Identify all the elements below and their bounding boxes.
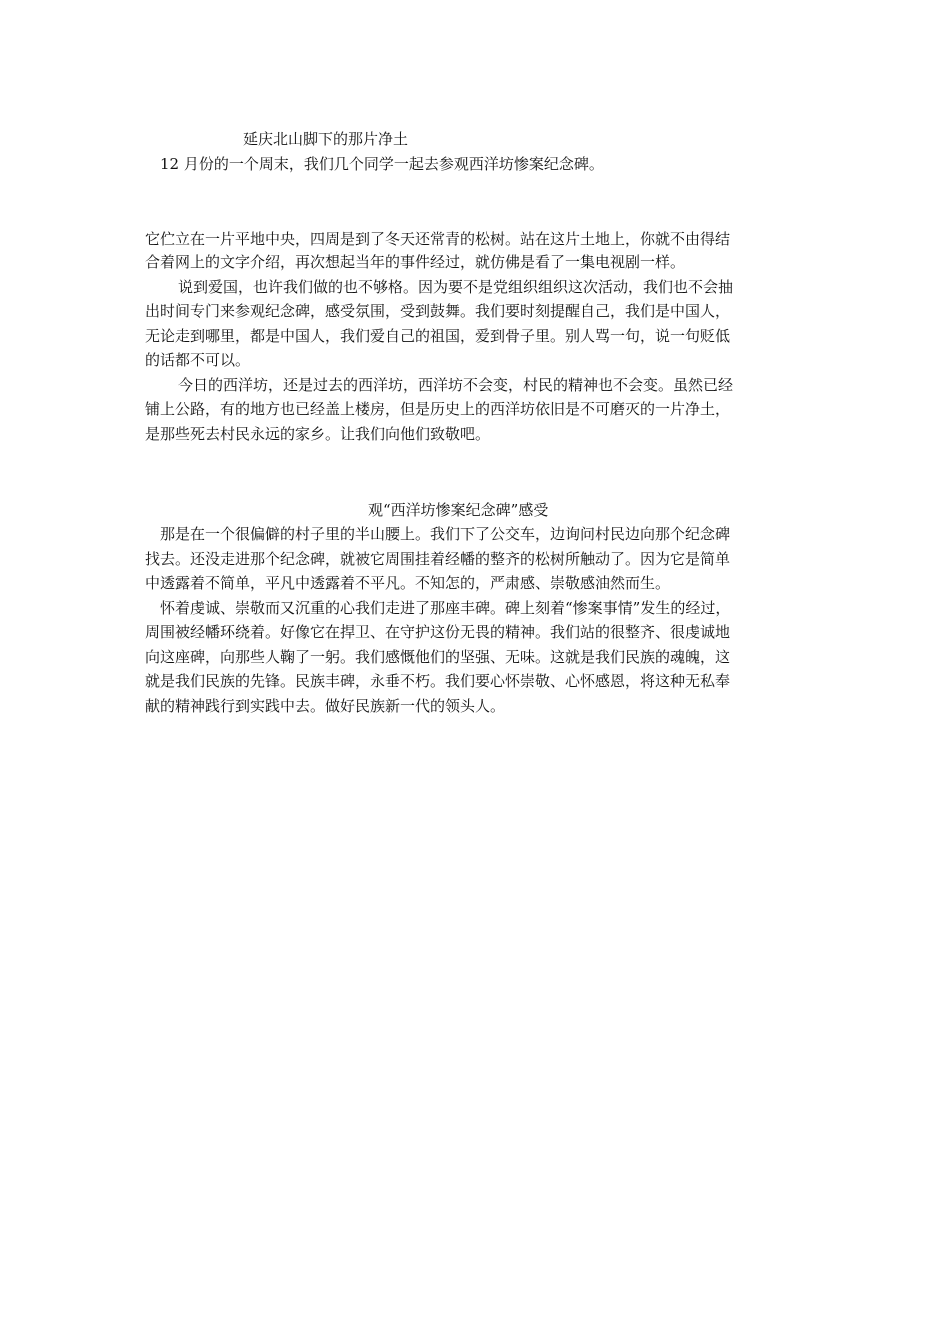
article-2-line: 找去。还没走进那个纪念碑，就被它周围挂着经幡的整齐的松树所触动了。因为它是简单: [145, 550, 731, 568]
article-1-intro: 12 月份的一个周末，我们几个同学一起去参观西洋坊惨案纪念碑。: [160, 155, 604, 173]
article-1-line: 出时间专门来参观纪念碑，感受氛围，受到鼓舞。我们要时刻提醒自己，我们是中国人，: [145, 302, 731, 320]
article-2-line: 就是我们民族的先锋。民族丰碑，永垂不朽。我们要心怀崇敬、心怀感恩，将这种无私奉: [145, 672, 731, 690]
article-1-line: 合着网上的文字介绍，再次想起当年的事件经过，就仿佛是看了一集电视剧一样。: [145, 253, 686, 271]
article-2-line: 中透露着不简单，平凡中透露着不平凡。不知怎的，严肃感、崇敬感油然而生。: [145, 574, 671, 592]
article-1-line: 无论走到哪里，都是中国人，我们爱自己的祖国，爱到骨子里。别人骂一句，说一句贬低: [145, 327, 731, 345]
article-1-line: 它伫立在一片平地中央，四周是到了冬天还常青的松树。站在这片土地上，你就不由得结: [145, 230, 731, 248]
article-2-line: 献的精神践行到实践中去。做好民族新一代的领头人。: [145, 697, 506, 715]
article-2-title: 观“西洋坊惨案纪念碑”感受: [368, 501, 549, 519]
article-1-line: 是那些死去村民永远的家乡。让我们向他们致敬吧。: [145, 425, 491, 443]
article-1-line: 说到爱国，也许我们做的也不够格。因为要不是党组织组织这次活动，我们也不会抽: [178, 278, 734, 296]
article-2-line: 周围被经幡环绕着。好像它在捍卫、在守护这份无畏的精神。我们站的很整齐、很虔诚地: [145, 623, 731, 641]
article-1-line: 的话都不可以。: [145, 351, 251, 369]
article-1-title: 延庆北山脚下的那片净土: [243, 130, 409, 148]
article-1-line: 铺上公路，有的地方也已经盖上楼房，但是历史上的西洋坊依旧是不可磨灭的一片净土，: [145, 400, 731, 418]
article-2-line: 怀着虔诚、崇敬而又沉重的心我们走进了那座丰碑。碑上刻着“惨案事情”发生的经过，: [160, 599, 731, 617]
article-1-line: 今日的西洋坊，还是过去的西洋坊，西洋坊不会变，村民的精神也不会变。虽然已经: [178, 376, 734, 394]
article-2-line: 那是在一个很偏僻的村子里的半山腰上。我们下了公交车，边询问村民边向那个纪念碑: [160, 525, 731, 543]
article-2-line: 向这座碑，向那些人鞠了一躬。我们感慨他们的坚强、无味。这就是我们民族的魂魄，这: [145, 648, 731, 666]
